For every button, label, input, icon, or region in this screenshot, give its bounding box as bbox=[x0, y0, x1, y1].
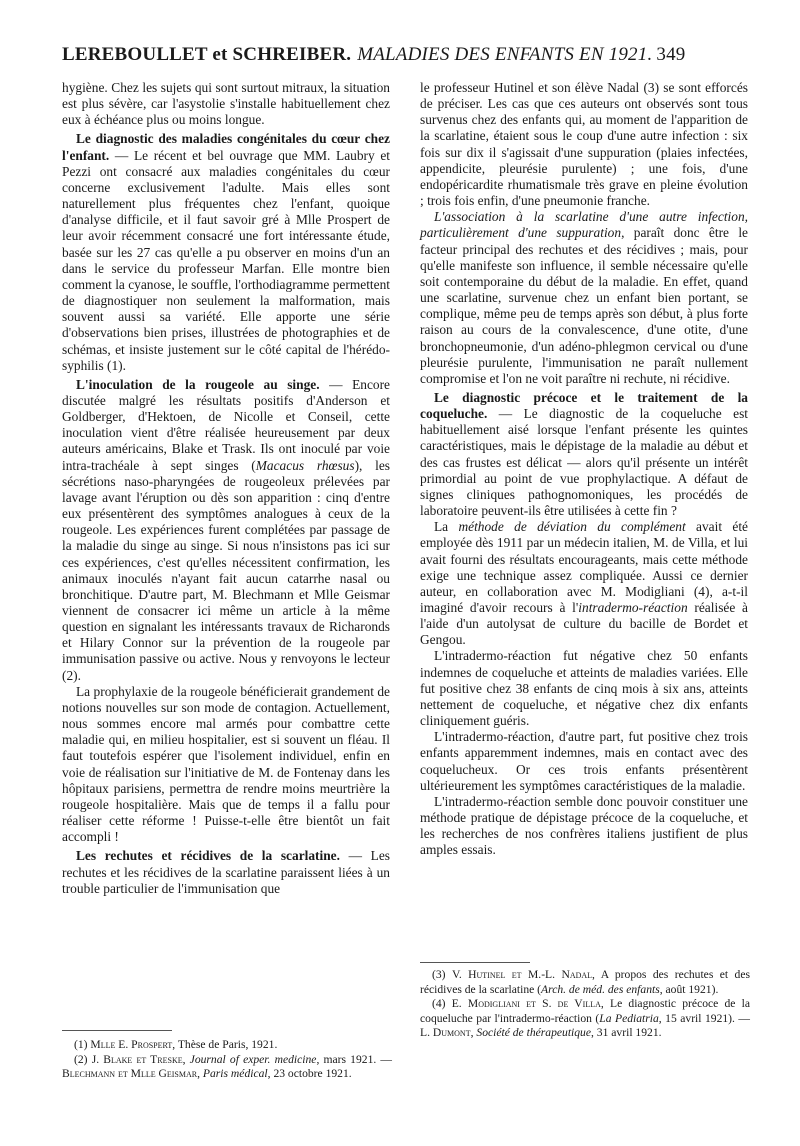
paragraph: le professeur Hutinel et son élève Nadal (3) se sont efforcés de préciser. Les cas que ces auteurs ont observés sont tous survenus chez des enfants qui, au moment de l'apparition de la scarlatine, étaient sous le coup d'une autre infection : six fois sur dix il s'agissait d'une suppuration (plaies infectées, appendicite, pleurésie purulente) ; une fois, d'une endopéricardite rhumatismale très grave en pleine évolution ; trois fois enfin, d'une pneumonie franche. bbox=[420, 80, 748, 209]
section-paragraph: L'inoculation de la rougeole au singe. — Encore discutée malgré les résultats positifs d'Anderson et Goldberger, d'Hektoen, de Nicolle et Conseil, cette inoculation vient d'être réalisée heureusement par deux auteurs américains, Blake et Trask. Ils ont inoculé par voie intra-trachéale à sept singes (Macacus rhœsus), les sécrétions naso-pharyngées de rougeoleux prélevées par lavage avant l'éruption ou dès son apparition : cinq d'entre eux présentèrent des symptômes analogues à ceux de la rougeole. Les expériences furent complétées par passage de la maladie du singe au singe. Si nous n'insistons pas ici sur ces expériences, c'est qu'elles nécessitent confirmation, les animaux inoculés n'ayant fait aucun catarrhe nasal ou bronchitique. D'autre part, M. Blechmann et Mlle Geismar viennent de consacrer ici même un article à la même question en signalant les intéressants travaux de Richaronds et Hilary Connor sur la prévention de la rougeole par immunisation passive ou active. Nous y renvoyons le lecteur (2). bbox=[62, 376, 391, 683]
page-number: 349 bbox=[656, 44, 686, 65]
header-title: MALADIES DES ENFANTS EN 1921. bbox=[357, 44, 653, 65]
footnote-rule bbox=[62, 1030, 172, 1031]
section-heading: Le diagnostic des maladies congénitales du cœur chez l'enfant. bbox=[62, 131, 390, 163]
left-column bbox=[62, 80, 390, 897]
right-column bbox=[420, 80, 748, 859]
footnote: (3) V. Hutinel et M.-L. Nadal, A propos des rechutes et des récidives de la scarlatine (Arch. de méd. des enfants, août 1921). bbox=[420, 968, 750, 996]
footnotes-right bbox=[420, 968, 750, 1041]
emphasis: méthode de déviation du complément bbox=[458, 519, 686, 535]
species-name: Macacus rhœsus bbox=[255, 457, 355, 473]
paragraph: L'intradermo-réaction, d'autre part, fut positive chez trois enfants apparemment indemnes, mais en contact avec des coquelucheux. Or ces trois enfants présentèrent ultérieurement les symptômes caractéristiques de la maladie. bbox=[420, 729, 748, 793]
section-heading: Le diagnostic précoce et le traitement de la coqueluche. bbox=[420, 389, 748, 422]
header-authors: LEREBOULLET et SCHREIBER. bbox=[62, 44, 352, 65]
footnote: (1) Mlle E. Prospert, Thèse de Paris, 1921. bbox=[74, 1038, 278, 1051]
section-heading: L'inoculation de la rougeole au singe. bbox=[76, 376, 320, 392]
footnote: (4) E. Modigliani et S. de Villa, Le diagnostic précoce de la coqueluche par l'intradermo-réaction (La Pediatria, 15 avril 1921). — L. Dumont, Société de thérapeutique, 31 avril 1921. bbox=[420, 997, 750, 1040]
paragraph: La méthode de déviation du complément avait été employée dès 1911 par un médecin italien, M. de Villa, et lui avait fourni des résultats encourageants, mais cette méthode exige une technique assez compliquée. Aussi ce dernier auteur, en collaboration avec M. Modigliani (4), a-t-il imaginé d'avoir recours à l'intradermo-réaction réalisée à l'aide d'un autolysat de culture du bacille de Bordet et Gengou. bbox=[420, 519, 748, 648]
section-paragraph: Le diagnostic précoce et le traitement de la coqueluche. — Le diagnostic de la coqueluche est habituellement aisé lorsque l'enfant présente les quintes caractéristiques, mais le dépistage de la maladie au début et des cas frustes est délicat — alors qu'il présente un intérêt primordial au point de vue prophylactique. A défaut de signes cliniques pathognomoniques, les procédés de laboratoire peuvent-ils être utilisées à cette fin ? bbox=[420, 389, 748, 519]
paragraph: L'intradermo-réaction fut négative chez 50 enfants indemnes de coqueluche et atteints de maladies variées. Elle fut positive chez 38 enfants de cinq mois à six ans, atteints nettement de coqueluche, et négative chez dix enfants cliniquement guéris. bbox=[420, 648, 748, 729]
emphasis: L'association à la scarlatine d'une autre infection, particulièrement d'une suppuration bbox=[420, 209, 748, 241]
footnote-rule bbox=[420, 962, 530, 963]
paragraph: L'association à la scarlatine d'une autre infection, particulièrement d'une suppuration, paraît donc être le facteur principal des rechutes et des récidives ; mais, pour qu'elle manifeste son influence, il semble nécessaire qu'elle soit contemporaine du début de la maladie. En effet, quand une scarlatine, survenue chez un enfant bien portant, se complique, même peu de temps après son début, à plus forte raison au cours de la convalescence, d'une otite, d'une bronchopneumonie, d'un adéno-phlegmon cervical ou d'une pleurésie purulente, l'immunisation ne paraît nullement compromise et l'on ne voit paraître ni rechute, ni récidive. bbox=[420, 209, 749, 386]
footnote: (2) J. Blake et Treske, Journal of exper. medicine, mars 1921. — Blechmann et Mlle Geismar, Paris médical, 23 octobre 1921. bbox=[62, 1052, 393, 1081]
section-paragraph: Les rechutes et récidives de la scarlatine. — Les rechutes et les récidives de la scarlatine paraissent liées à un trouble particulier de l'immunisation que bbox=[62, 848, 391, 896]
emphasis: intradermo-réaction bbox=[578, 600, 688, 615]
footnotes-left bbox=[62, 1038, 392, 1082]
paragraph: L'intradermo-réaction semble donc pouvoir constituer une méthode pratique de dépistage précoce de la coqueluche, et les recherches de nos confrères italiens justifient de plus amples essais. bbox=[420, 793, 748, 858]
paragraph: La prophylaxie de la rougeole bénéficierait grandement de notions nouvelles sur son mode de contagion. Actuellement, nous sommes encore mal armés pour combattre cette maladie qui, en milieu hospitalier, est si souvent un fléau. Il faut toutefois espérer que l'isolement individuel, enfin en voie de réalisation sur l'initiative de M. de Fontenay dans les hôpitaux parisiens, permettra de rendre moins meurtrière la rougeole hospitalière. Mais que de temps il a fallu pour réaliser cette réforme ! Puisse-t-elle être bientôt un fait accompli ! bbox=[62, 683, 390, 845]
section-heading: Les rechutes et récidives de la scarlatine. bbox=[76, 848, 340, 864]
paragraph: hygiène. Chez les sujets qui sont surtout mitraux, la situation est plus sévère, car l'asystolie s'installe habituellement chez eux à échéance plus ou moins longue. bbox=[62, 80, 390, 128]
running-header bbox=[62, 44, 752, 74]
section-paragraph: Le diagnostic des maladies congénitales du cœur chez l'enfant. — Le récent et bel ouvrage que MM. Laubry et Pezzi ont consacré aux maladies congénitales du cœur concerne exclusivement l'adulte. Mais elles sont naturellement plus fréquentes chez l'enfant, quoique d'analyse difficile, et il faut savoir gré à Mlle Prospert de leur avoir récemment consacré une fort intéressante étude, basée sur les 27 cas qu'elle a pu observer en moins d'un an dans le service du professeur Marfan. Elle montre bien comment la cyanose, le souffle, l'orthodiagramme permettent de diagnostiquer non seulement la malformation, mais souvent aussi sa variété. Elle apporte une série d'observations bien prises, illustrées de photographies et de schémas, et insiste justement sur le côté capital de l'hérédo-syphilis (1). bbox=[62, 131, 390, 373]
